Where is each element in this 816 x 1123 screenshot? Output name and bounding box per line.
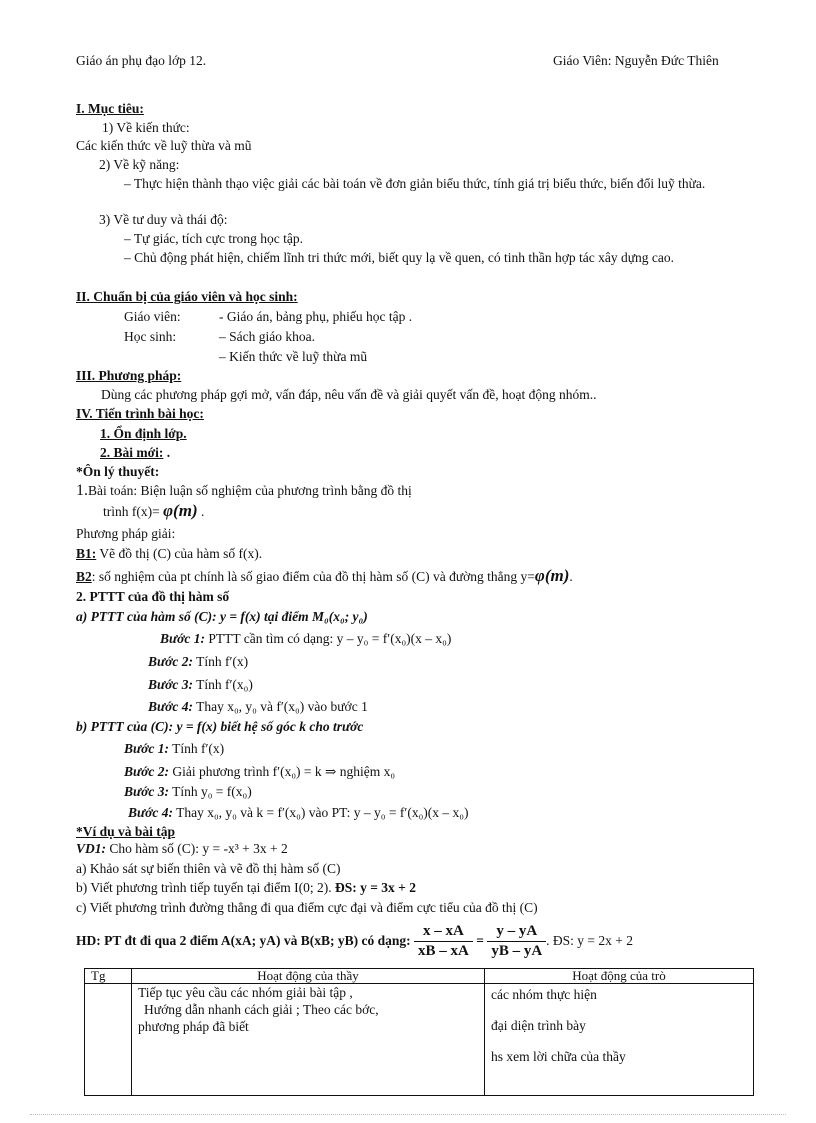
b-step-2-text: Giải phương trình f′(x₀) = k ⇒ nghiệm x₀ (168, 764, 396, 779)
a-step-4-text: Thay x₀, y₀ và f′(x₀) vào bước 1 (192, 699, 368, 714)
section-1-title: I. Mục tiêu: (76, 101, 144, 116)
new-lesson-dot: . (163, 445, 171, 460)
b-step-4-label: Bước 4: (128, 805, 173, 820)
teacher-label: Giáo viên: (124, 309, 181, 324)
equation-suffix: . (197, 504, 205, 519)
fraction-y-denominator: yB – yA (491, 943, 543, 960)
solution-method: Phương pháp giải: (76, 526, 176, 541)
a-step-2 (148, 653, 248, 670)
b-step-4 (128, 804, 468, 821)
tangent-heading: 2. PTTT của đồ thị hàm số (76, 589, 230, 604)
page-bottom-divider (30, 1114, 786, 1115)
method-text: Dùng các phương pháp gợi mở, vấn đáp, nêu vấn đề và giải quyết vấn đề, hoạt động nhóm.. (101, 387, 597, 402)
theory-heading: *Ôn lý thuyết: (76, 464, 160, 479)
tangent-a-title: a) PTTT của hàm số (C): y = f(x) tại điểm M₀(x₀; y₀) (76, 609, 368, 624)
b-step-1-label: Bước 1: (124, 741, 169, 756)
b2-end: . (569, 569, 573, 584)
section-2-title: II. Chuẩn bị của giáo viên và học sinh: (76, 289, 298, 304)
hint-text: HD: PT đt đi qua 2 điểm A(xA; yA) và B(xB; yB) có dạng: (76, 933, 415, 948)
b-step-3-label: Bước 3: (124, 784, 169, 799)
a-step-2-text: Tính f′(x) (192, 654, 249, 669)
table-header-row (85, 969, 754, 984)
table-row (85, 984, 754, 1096)
cell-time (85, 984, 132, 1096)
new-lesson-label: 2. Bài mới: (100, 445, 164, 460)
a-step-3-text: Tính f′(x₀) (192, 677, 253, 692)
b1-text: Vẽ đồ thị (C) của hàm số f(x). (96, 546, 263, 561)
section-3-title: III. Phương pháp: (76, 368, 182, 383)
section-4-title: IV. Tiến trình bài học: (76, 406, 204, 421)
student-prep-2: – Kiến thức về luỹ thừa mũ (219, 349, 368, 364)
teacher-line-2: Hướng dẫn nhanh cách giải ; Theo các bớc, (144, 1002, 379, 1017)
cell-student (485, 984, 754, 1096)
attitude-heading: 3) Về tư duy và thái độ: (99, 212, 228, 227)
a-step-1-text: PTTT cần tìm có dạng: y – y₀ = f′(x₀)(x – x₀) (204, 631, 452, 646)
fraction-y (487, 922, 546, 961)
problem-1-number: 1. (76, 482, 88, 499)
method-step-2 (76, 567, 573, 585)
part-b-text: b) Viết phương trình tiếp tuyến tại điểm I(0; 2). (76, 880, 335, 895)
example-part-a: a) Khảo sát sự biến thiên và vẽ đồ thị hàm số (C) (76, 861, 341, 876)
fraction-x-denominator: xB – xA (418, 943, 469, 960)
col-time: Tg (85, 969, 132, 984)
skill-heading: 2) Về kỹ năng: (99, 157, 180, 172)
phi-m: φ(m) (163, 501, 198, 520)
b-step-3 (124, 783, 252, 800)
student-line-2: đại diện trình bày (491, 1018, 586, 1033)
student-line-3: hs xem lời chữa của thầy (491, 1049, 626, 1064)
fraction-x (414, 922, 473, 961)
a-step-2-label: Bước 2: (148, 654, 193, 669)
b2-text: : số nghiệm của pt chính là số giao điểm của đồ thị hàm số (C) và đường thẳng y= (91, 569, 535, 584)
teacher-line-3: phương pháp đã biết (138, 1019, 249, 1034)
activity-table (84, 968, 754, 1096)
fraction-y-numerator: y – yA (487, 922, 546, 942)
a-step-1 (160, 630, 451, 647)
part-b-answer: ĐS: y = 3x + 2 (334, 880, 416, 895)
step-stabilize: 1. Ổn định lớp. (100, 426, 187, 441)
example-part-b (76, 879, 416, 896)
header-right: Giáo Viên: Nguyễn Đức Thiên (553, 53, 719, 68)
a-step-3-label: Bước 3: (148, 677, 193, 692)
a-step-3 (148, 676, 253, 693)
example-vd1 (76, 840, 288, 857)
col-student: Hoạt động của trò (485, 969, 754, 984)
b-step-3-text: Tính y₀ = f(x₀) (168, 784, 252, 799)
b-step-2-label: Bước 2: (124, 764, 169, 779)
a-step-4-label: Bước 4: (148, 699, 193, 714)
problem-1 (76, 482, 412, 499)
attitude-text-1: – Tự giác, tích cực trong học tập. (124, 231, 303, 246)
b2-label: B2 (76, 569, 92, 584)
header-left: Giáo án phụ đạo lớp 12. (76, 53, 207, 68)
problem-1-equation (103, 502, 204, 520)
cell-teacher (132, 984, 485, 1096)
hint-answer: . ĐS: y = 2x + 2 (546, 933, 634, 948)
teacher-prep: - Giáo án, bảng phụ, phiếu học tập . (219, 309, 413, 324)
step-new-lesson (100, 444, 170, 461)
knowledge-heading: 1) Về kiến thức: (102, 120, 190, 135)
equation-prefix: trình f(x)= (103, 504, 164, 519)
b-step-1 (124, 740, 224, 757)
student-prep-1: – Sách giáo khoa. (219, 329, 315, 344)
knowledge-text: Các kiến thức về luỹ thừa và mũ (76, 138, 252, 153)
vd1-label: VD1: (76, 841, 106, 856)
hint-line (76, 918, 633, 964)
fraction-x-numerator: x – xA (414, 922, 473, 942)
col-teacher: Hoạt động của thầy (132, 969, 485, 984)
student-line-1: các nhóm thực hiện (491, 987, 597, 1002)
a-step-1-label: Bước 1: (160, 631, 205, 646)
b-step-1-text: Tính f′(x) (168, 741, 225, 756)
a-step-4 (148, 698, 368, 715)
b-step-4-text: Thay x₀, y₀ và k = f′(x₀) vào PT: y – y₀ = f′(x₀)(x – x₀) (172, 805, 469, 820)
skill-text: – Thực hiện thành thạo việc giải các bài toán về đơn giản biểu thức, tính giá trị biểu thức, biến đổi luỹ thừa. (124, 176, 706, 191)
problem-1-text: Bài toán: Biện luận số nghiệm của phương trình bằng đồ thị (88, 483, 412, 498)
teacher-line-1: Tiếp tục yêu cầu các nhóm giải bài tập , (138, 985, 353, 1000)
b2-phi: φ(m) (534, 566, 570, 585)
tangent-b-title: b) PTTT của (C): y = f(x) biết hệ số góc k cho trước (76, 719, 364, 734)
example-heading: *Ví dụ và bài tập (76, 824, 176, 839)
b1-label: B1: (76, 546, 97, 561)
b-step-2 (124, 763, 395, 780)
method-step-1 (76, 545, 262, 562)
equals-sign: = (472, 933, 488, 948)
student-label: Học sinh: (124, 329, 177, 344)
example-part-c: c) Viết phương trình đường thẳng đi qua điểm cực đại và điểm cực tiểu của đồ thị (C) (76, 900, 538, 915)
attitude-text-2: – Chủ động phát hiện, chiếm lĩnh tri thức mới, biết quy lạ về quen, có tinh thần hợp tác xây dựng cao. (124, 250, 675, 265)
vd1-text: Cho hàm số (C): y = -x³ + 3x + 2 (106, 841, 288, 856)
